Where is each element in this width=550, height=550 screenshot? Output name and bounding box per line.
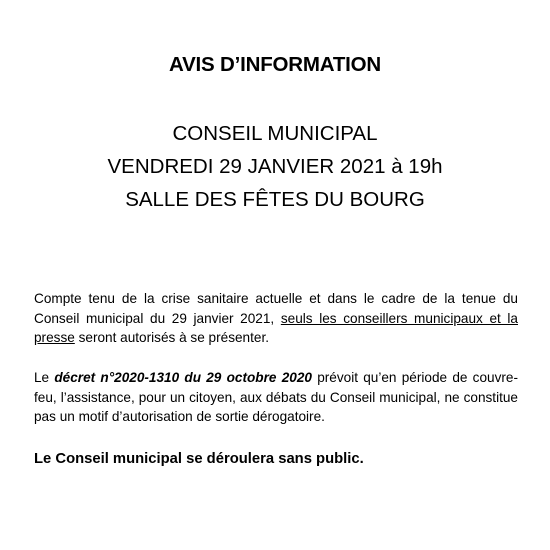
event-block [0,117,550,216]
paragraph-decree [34,368,518,427]
conclusion-statement: Le Conseil municipal se déroulera sans public. [34,451,364,467]
paragraph-sanitary-underlined: seuls les conseillers municipaux et la presse [34,310,518,345]
paragraph-sanitary-context [34,289,518,348]
notice-title: AVIS D’INFORMATION [168,53,382,76]
paragraph-decree-text-a: Le [34,370,55,385]
paragraph-decree-text-b: prévoit qu’en période de couvre-feu, l’assistance, pour un citoyen, aux débats du Conseil municipal, ne constitue pas un motif d’autorisation de sortie dérogatoire. [34,370,519,424]
event-line-council: CONSEIL MUNICIPAL [172,122,378,145]
paragraph-sanitary-text-b: seront autorisés à se présenter. [74,330,270,345]
paragraph-sanitary-text-a: Compte tenu de la crise sanitaire actuelle et dans le cadre de la tenue du Conseil municipal du 29 janvier 2021, [34,291,518,326]
event-line-date: VENDREDI 29 JANVIER 2021 à 19h [107,155,443,178]
paragraph-decree-reference: décret n°2020-1310 du 29 octobre 2020 [54,370,312,385]
event-line-venue: SALLE DES FÊTES DU BOURG [125,188,425,211]
